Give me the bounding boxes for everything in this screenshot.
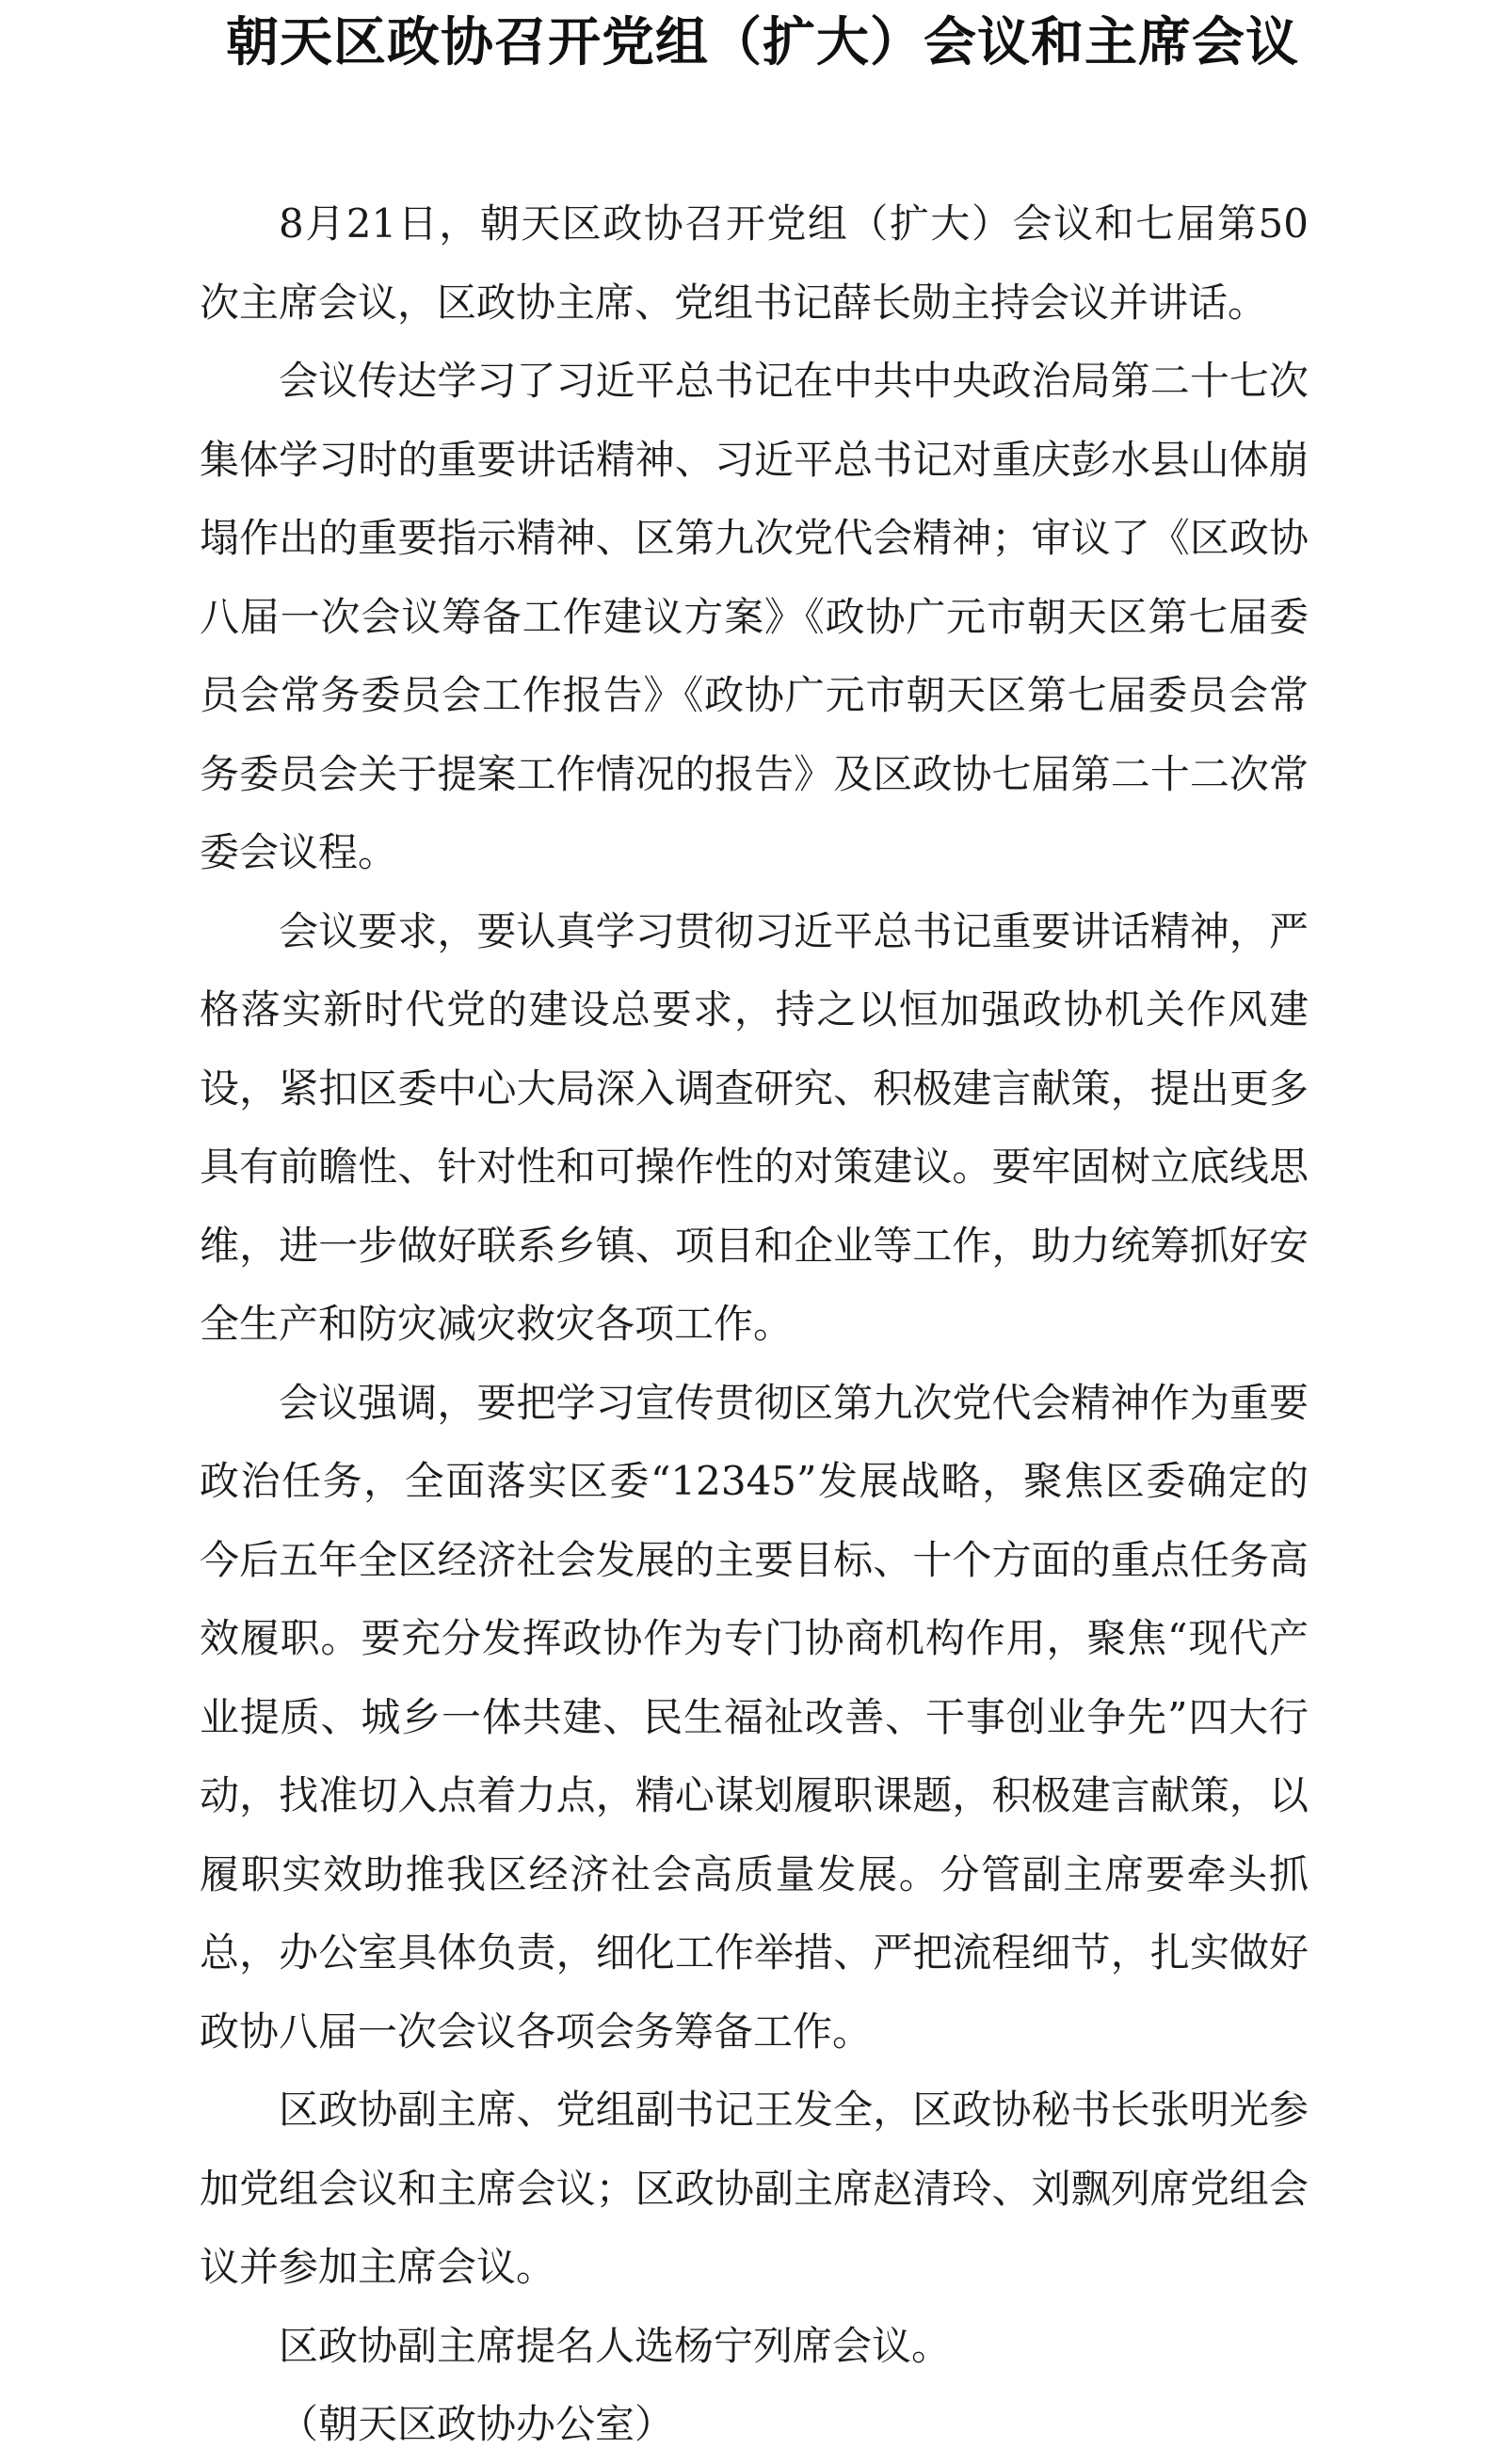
paragraph-attendees: 区政协副主席、党组副书记王发全，区政协秘书长张明光参加党组会议和主席会议；区政协副主席赵清玲、刘飘列席党组会议并参加主席会议。 [200,2087,1309,2290]
paragraph-meeting-emphasis: 会议强调，要把学习宣传贯彻区第九次党代会精神作为重要政治任务，全面落实区委“12345”发展战略，聚焦区委确定的今后五年全区经济社会发展的主要目标、十个方面的重点任务高效履职。要充分发挥政协作为专门协商机构作用，聚焦“现代产业提质、城乡一体共建、民生福祉改善、干事创业争先”四大行动，找准切入点着力点，精心谋划履职课题，积极建言献策，以履职实效助推我区经济社会高质量发展。分管副主席要牵头抓总，办公室具体负责，细化工作举措、严把流程细节，扎实做好政协八届一次会议各项会务筹备工作。 [200,1379,1309,2055]
paragraph-meeting-requirements: 会议要求，要认真学习贯彻习近平总书记重要讲话精神，严格落实新时代党的建设总要求，持之以恒加强政协机关作风建设，紧扣区委中心大局深入调查研究、积极建言献策，提出更多具有前瞻性、针对性和可操作性的对策建议。要牢固树立底线思维，进一步做好联系乡镇、项目和企业等工作，助力统筹抓好安全生产和防灾减灾救灾各项工作。 [200,907,1309,1347]
article-title: 朝天区政协召开党组（扩大）会议和主席会议 [226,12,1299,73]
article-signature: （朝天区政协办公室） [279,2401,675,2447]
paragraph-nominee: 区政协副主席提名人选杨宁列席会议。 [279,2322,952,2369]
paragraph-study-and-review: 会议传达学习了习近平总书记在中共中央政治局第二十七次集体学习时的重要讲话精神、习近平总书记对重庆彭水县山体崩塌作出的重要指示精神、区第九次党代会精神；审议了《区政协八届一次会议筹备工作建议方案》《政协广元市朝天区第七届委员会常务委员会工作报告》《政协广元市朝天区第七届委员会常务委员会关于提案工作情况的报告》及区政协七届第二十二次常委会议程。 [200,358,1309,875]
paragraph-meeting-overview: 8月21日，朝天区政协召开党组（扩大）会议和七届第50次主席会议，区政协主席、党组书记薛长勋主持会议并讲话。 [200,200,1309,326]
article-body [200,184,1309,2464]
